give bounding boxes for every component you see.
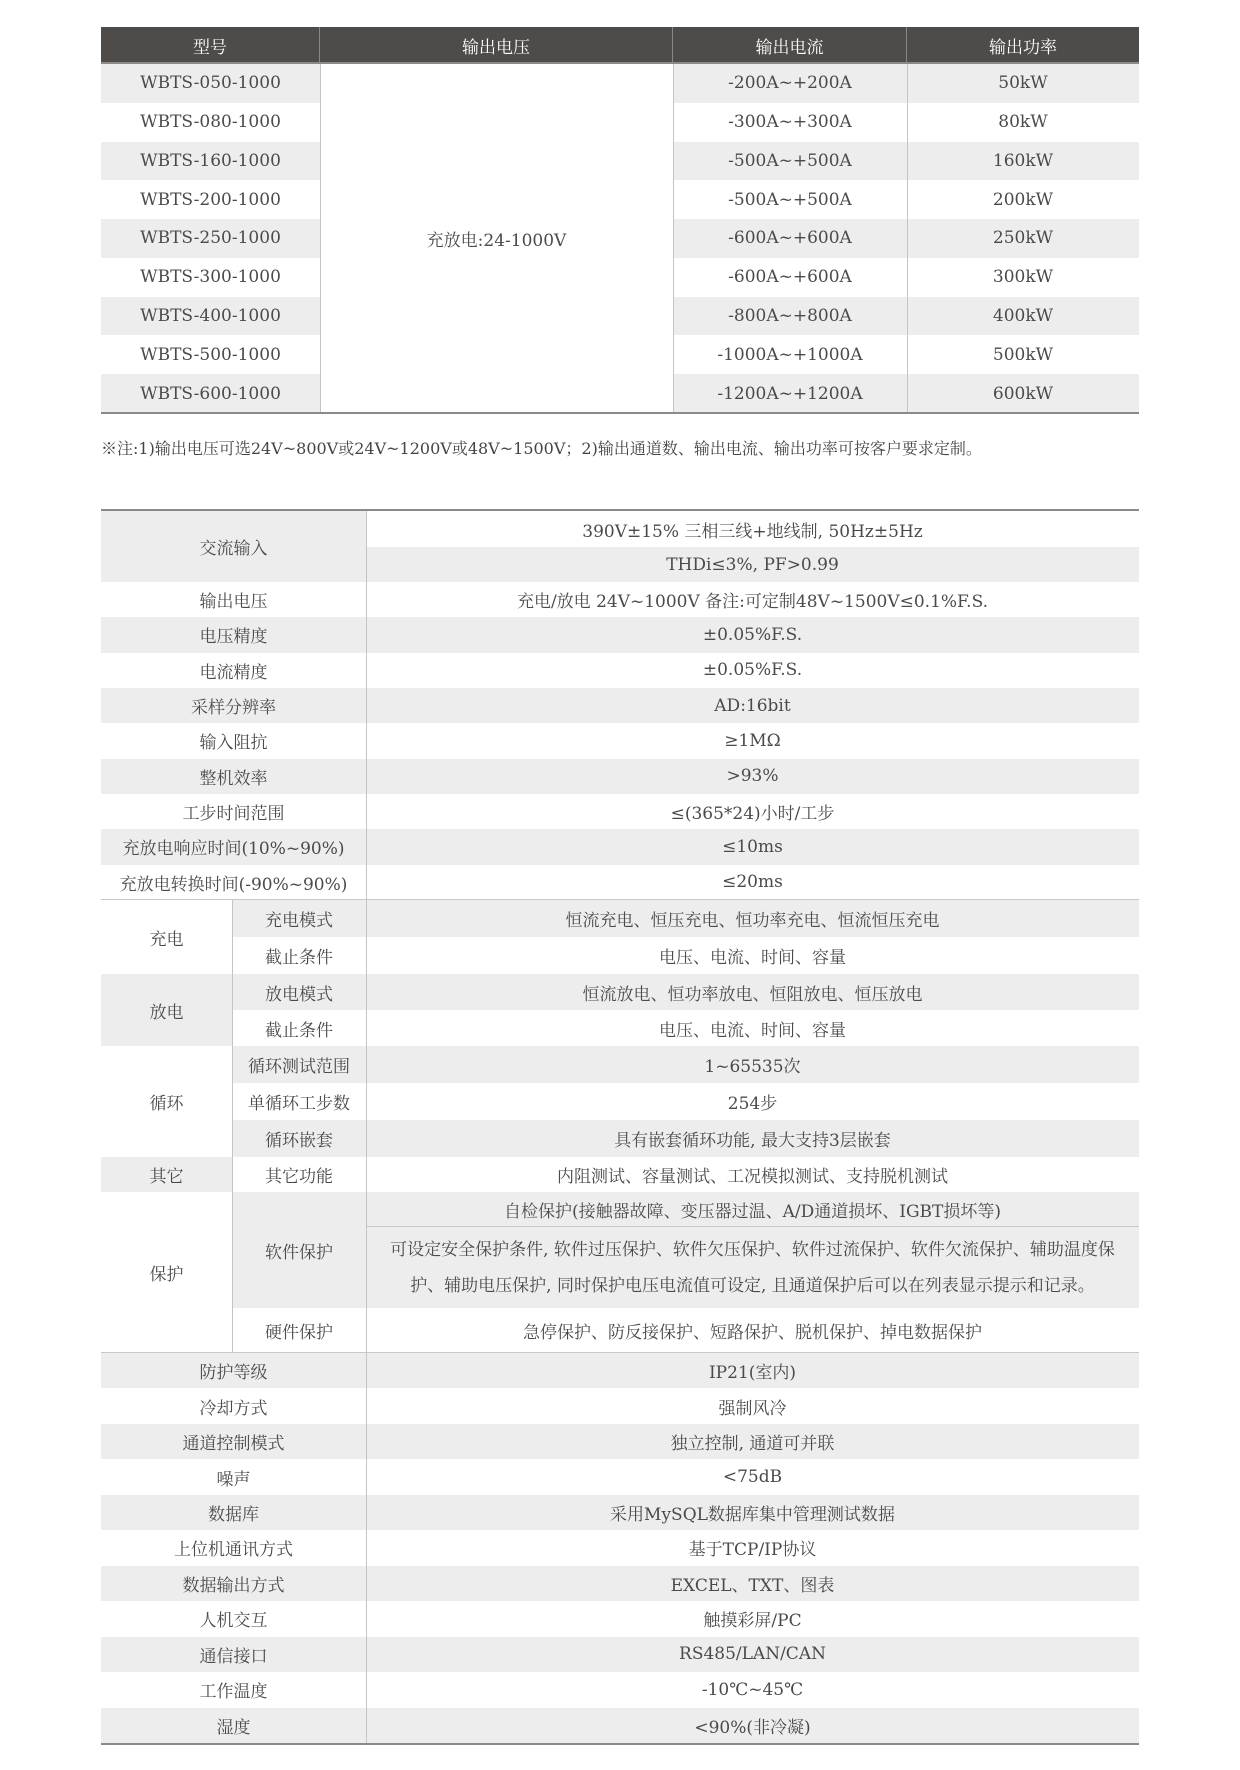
cell-power: 160kW [907, 142, 1139, 181]
spec-value: AD:16bit [366, 688, 1139, 723]
spec-label: 充放电转换时间(-90%~90%) [101, 865, 366, 900]
spec-label: 防护等级 [101, 1353, 366, 1388]
spec-label: 采样分辨率 [101, 688, 366, 723]
spec-value-ac-input-2: THDi≤3%, PF>0.99 [366, 547, 1139, 582]
cell-power: 250kW [907, 219, 1139, 258]
spec-label-cycle-nesting: 循环嵌套 [232, 1120, 366, 1157]
header-output-current: 输出电流 [673, 27, 907, 63]
spec-label: 输入阻抗 [101, 723, 366, 758]
spec-label: 整机效率 [101, 759, 366, 794]
spec-value: <90%(非冷凝) [366, 1708, 1139, 1743]
cell-power: 200kW [907, 180, 1139, 219]
spec-value: >93% [366, 759, 1139, 794]
spec-value-hardware-protection: 急停保护、防反接保护、短路保护、脱机保护、掉电数据保护 [366, 1308, 1139, 1353]
spec-label-discharge-cutoff: 截止条件 [232, 1010, 366, 1046]
cell-power: 400kW [907, 297, 1139, 336]
spec-value: ±0.05%F.S. [366, 653, 1139, 688]
spec-value: EXCEL、TXT、图表 [366, 1566, 1139, 1601]
group-charge: 充电 [101, 900, 232, 974]
spec-value-software-protection-2: 可设定安全保护条件, 软件过压保护、软件欠压保护、软件过流保护、软件欠流保护、辅助温度保护、辅助电压保护, 同时保护电压电流值可设定, 且通道保护后可以在列表显示提示和记录。 [366, 1227, 1139, 1308]
spec-value: ±0.05%F.S. [366, 617, 1139, 652]
cell-current: -200A~+200A [673, 64, 907, 103]
spec-value: 独立控制, 通道可并联 [366, 1424, 1139, 1459]
group-cycle: 循环 [101, 1046, 232, 1157]
spec-label: 工步时间范围 [101, 794, 366, 829]
spec-label-hardware-protection: 硬件保护 [232, 1308, 366, 1353]
cell-current: -1200A~+1200A [673, 374, 907, 413]
cell-current: -300A~+300A [673, 103, 907, 142]
cell-power: 50kW [907, 64, 1139, 103]
spec-value-charge-mode: 恒流充电、恒压充电、恒功率充电、恒流恒压充电 [366, 900, 1139, 937]
spec-label: 输出电压 [101, 582, 366, 617]
cell-power: 500kW [907, 335, 1139, 374]
spec-value: 强制风冷 [366, 1388, 1139, 1423]
spec-label: 电压精度 [101, 617, 366, 652]
spec-label-ac-input: 交流输入 [101, 511, 366, 582]
spec-value: ≤20ms [366, 865, 1139, 900]
cell-current: -600A~+600A [673, 219, 907, 258]
group-other: 其它 [101, 1157, 232, 1192]
spec-value: 采用MySQL数据库集中管理测试数据 [366, 1495, 1139, 1530]
cell-power: 600kW [907, 374, 1139, 413]
spec-value: ≤10ms [366, 829, 1139, 864]
spec-label: 充放电响应时间(10%~90%) [101, 829, 366, 864]
spec-value: -10℃~45℃ [366, 1672, 1139, 1707]
spec-label: 噪声 [101, 1459, 366, 1494]
header-model: 型号 [101, 27, 320, 63]
cell-model: WBTS-250-1000 [101, 219, 320, 258]
spec-label-software-protection: 软件保护 [232, 1192, 366, 1308]
cell-model: WBTS-300-1000 [101, 258, 320, 297]
spec-label-discharge-mode: 放电模式 [232, 974, 366, 1010]
spec-value: IP21(室内) [366, 1353, 1139, 1388]
cell-power: 300kW [907, 258, 1139, 297]
spec-value-cycle-steps: 254步 [366, 1083, 1139, 1120]
spec-label: 数据输出方式 [101, 1566, 366, 1601]
spec-value-discharge-mode: 恒流放电、恒功率放电、恒阻放电、恒压放电 [366, 974, 1139, 1010]
header-output-voltage: 输出电压 [320, 27, 673, 63]
cell-model: WBTS-080-1000 [101, 103, 320, 142]
spec-label: 通信接口 [101, 1637, 366, 1672]
cell-model: WBTS-400-1000 [101, 297, 320, 336]
cell-current: -800A~+800A [673, 297, 907, 336]
spec-value-software-protection-1: 自检保护(接触器故障、变压器过温、A/D通道损坏、IGBT损坏等) [366, 1192, 1139, 1226]
spec-label: 数据库 [101, 1495, 366, 1530]
cell-current: -500A~+500A [673, 180, 907, 219]
cell-model: WBTS-600-1000 [101, 374, 320, 413]
spec-label: 工作温度 [101, 1672, 366, 1707]
voltage-merged-cell: 充放电:24-1000V [320, 64, 673, 413]
spec-value: ≥1MΩ [366, 723, 1139, 758]
spec-value: 触摸彩屏/PC [366, 1601, 1139, 1636]
spec-value: ≤(365*24)小时/工步 [366, 794, 1139, 829]
spec-value-other-functions: 内阻测试、容量测试、工况模拟测试、支持脱机测试 [366, 1157, 1139, 1192]
spec-value-cycle-nesting: 具有嵌套循环功能, 最大支持3层嵌套 [366, 1120, 1139, 1157]
spec-value: <75dB [366, 1459, 1139, 1494]
cell-model: WBTS-050-1000 [101, 64, 320, 103]
cell-current: -500A~+500A [673, 142, 907, 181]
cell-power: 80kW [907, 103, 1139, 142]
header-output-power: 输出功率 [907, 27, 1139, 63]
cell-model: WBTS-500-1000 [101, 335, 320, 374]
spec-label: 电流精度 [101, 653, 366, 688]
spec-label: 上位机通讯方式 [101, 1530, 366, 1565]
spec-value: 基于TCP/IP协议 [366, 1530, 1139, 1565]
cell-current: -1000A~+1000A [673, 335, 907, 374]
spec-value-cycle-range: 1~65535次 [366, 1046, 1139, 1083]
spec-value-ac-input-1: 390V±15% 三相三线+地线制, 50Hz±5Hz [366, 511, 1139, 547]
footnote: ※注:1)输出电压可选24V~800V或24V~1200V或48V~1500V；2)输出通道数、输出电流、输出功率可按客户要求定制。 [101, 439, 982, 458]
spec-value: 充电/放电 24V~1000V 备注:可定制48V~1500V≤0.1%F.S. [366, 582, 1139, 617]
spec-label-cycle-range: 循环测试范围 [232, 1046, 366, 1083]
cell-model: WBTS-200-1000 [101, 180, 320, 219]
cell-current: -600A~+600A [673, 258, 907, 297]
spec-label-cycle-steps: 单循环工步数 [232, 1083, 366, 1120]
spec-label-charge-cutoff: 截止条件 [232, 937, 366, 974]
spec-label: 人机交互 [101, 1601, 366, 1636]
spec-label: 通道控制模式 [101, 1424, 366, 1459]
spec-value: RS485/LAN/CAN [366, 1637, 1139, 1672]
cell-model: WBTS-160-1000 [101, 142, 320, 181]
spec-label-other-functions: 其它功能 [232, 1157, 366, 1192]
spec-label: 湿度 [101, 1708, 366, 1743]
spec-label: 冷却方式 [101, 1388, 366, 1423]
group-protection: 保护 [101, 1192, 232, 1353]
spec-label-charge-mode: 充电模式 [232, 900, 366, 937]
spec-value-charge-cutoff: 电压、电流、时间、容量 [366, 937, 1139, 974]
spec-value-discharge-cutoff: 电压、电流、时间、容量 [366, 1010, 1139, 1046]
group-discharge: 放电 [101, 974, 232, 1046]
